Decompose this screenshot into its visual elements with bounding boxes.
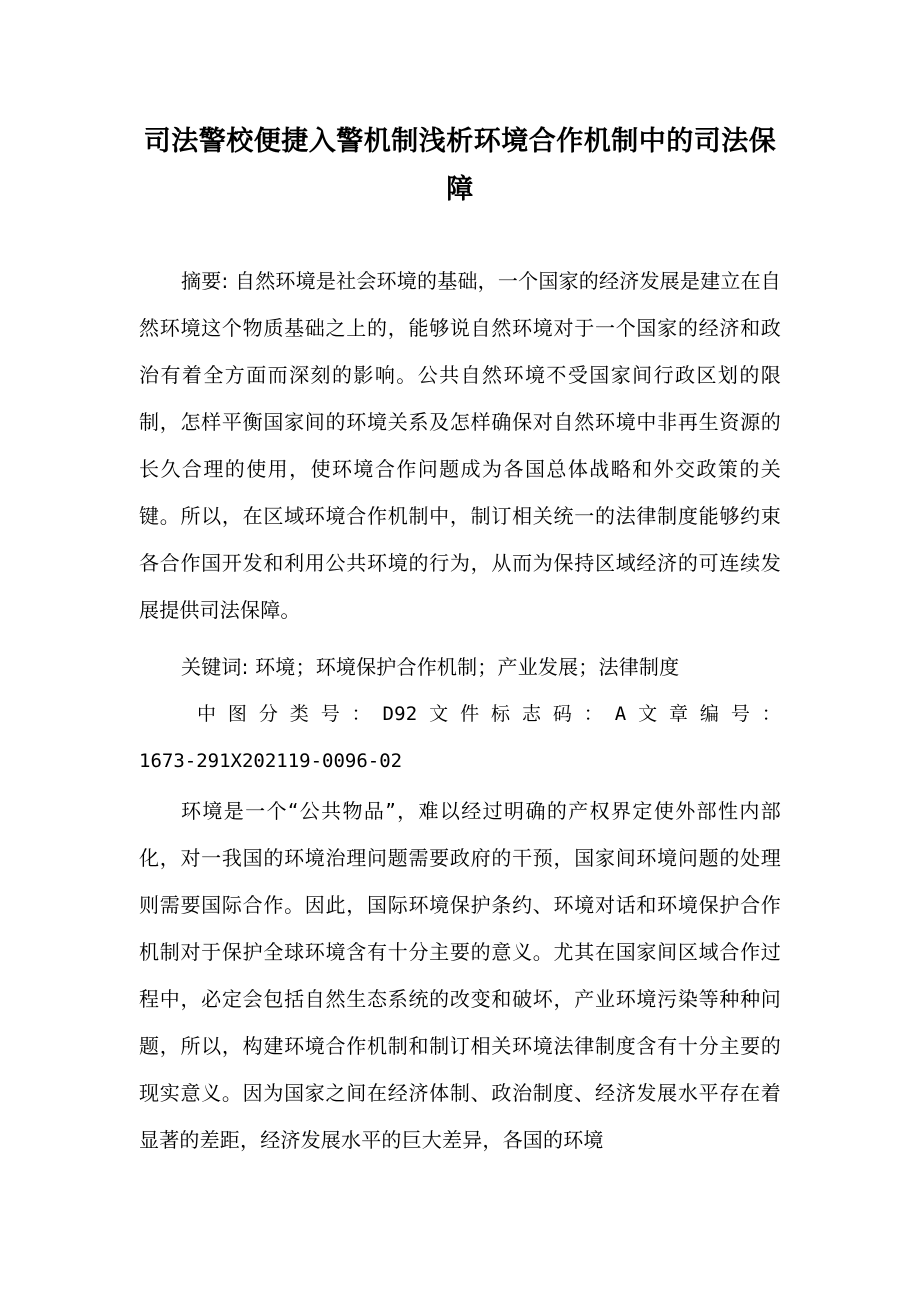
classification-line-2: 1673-291X202119-0096-02 — [139, 750, 403, 772]
abstract-text: 自然环境是社会环境的基础，一个国家的经济发展是建立在自然环境这个物质基础之上的，能够说自然环境对于一个国家的经济和政治有着全方面而深刻的影响。公共自然环境不受国家间行政区划的限制，怎样平衡国家间的环境关系及怎样确保对自然环境中非再生资源的长久合理的使用，使环境合作问题成为各国总体战略和外交政策的关键。所以，在区域环境合作机制中，制订相关统一的法律制度能够约束各合作国开发和利用公共环境的行为，从而为保持区域经济的可连续发展提供司法保障。 — [139, 269, 782, 622]
classification-char: 类 — [289, 703, 309, 725]
body-paragraph-1: 环境是一个“公共物品”，难以经过明确的产权界定使外部性内部化，对一我国的环境治理问题需要政府的干预，国家间环境问题的处理则需要国际合作。因此，国际环境保护条约、环境对话和环境保护合作机制对于保护全球环境含有十分主要的意义。尤其在国家间区域合作过程中，必定会包括自然生态系统的改变和破坏，产业环境污染等种种问题，所以，构建环境合作机制和制订相关环境法律制度含有十分主要的现实意义。因为国家之间在经济体制、政治制度、经济发展水平存在着显著的差距，经济发展水平的巨大差异，各国的环境 — [139, 799, 781, 1152]
classification-block — [139, 691, 781, 785]
keywords-text: 环境；环境保护合作机制；产业发展；法律制度 — [255, 655, 680, 679]
keywords-label: 关键词: — [181, 655, 249, 679]
document-title: 司法警校便捷入警机制浅析环境合作机制中的司法保障 — [143, 126, 777, 205]
classification-char: 标 — [491, 703, 511, 725]
classification-char: ： — [583, 703, 603, 725]
abstract-label: 摘要: — [181, 269, 229, 293]
classification-char: ： — [761, 703, 781, 725]
keywords-paragraph — [139, 644, 781, 691]
classification-char: 码 — [552, 703, 573, 725]
classification-char: 文 — [429, 703, 449, 725]
classification-char: 编 — [699, 703, 720, 725]
classification-char: A — [614, 703, 627, 725]
classification-char: 分 — [258, 703, 279, 725]
classification-char: 中 — [197, 703, 217, 725]
classification-char: ： — [351, 703, 371, 725]
classification-char: 文 — [638, 703, 658, 725]
classification-char: 志 — [521, 703, 542, 725]
classification-char: 件 — [460, 703, 480, 725]
classification-line-1 — [139, 691, 781, 738]
classification-char: 图 — [227, 703, 248, 725]
classification-char: 号 — [730, 703, 751, 725]
abstract-paragraph — [139, 258, 781, 634]
classification-char: 章 — [668, 703, 689, 725]
classification-char: D92 — [382, 703, 418, 725]
classification-char: 号 — [320, 703, 340, 725]
